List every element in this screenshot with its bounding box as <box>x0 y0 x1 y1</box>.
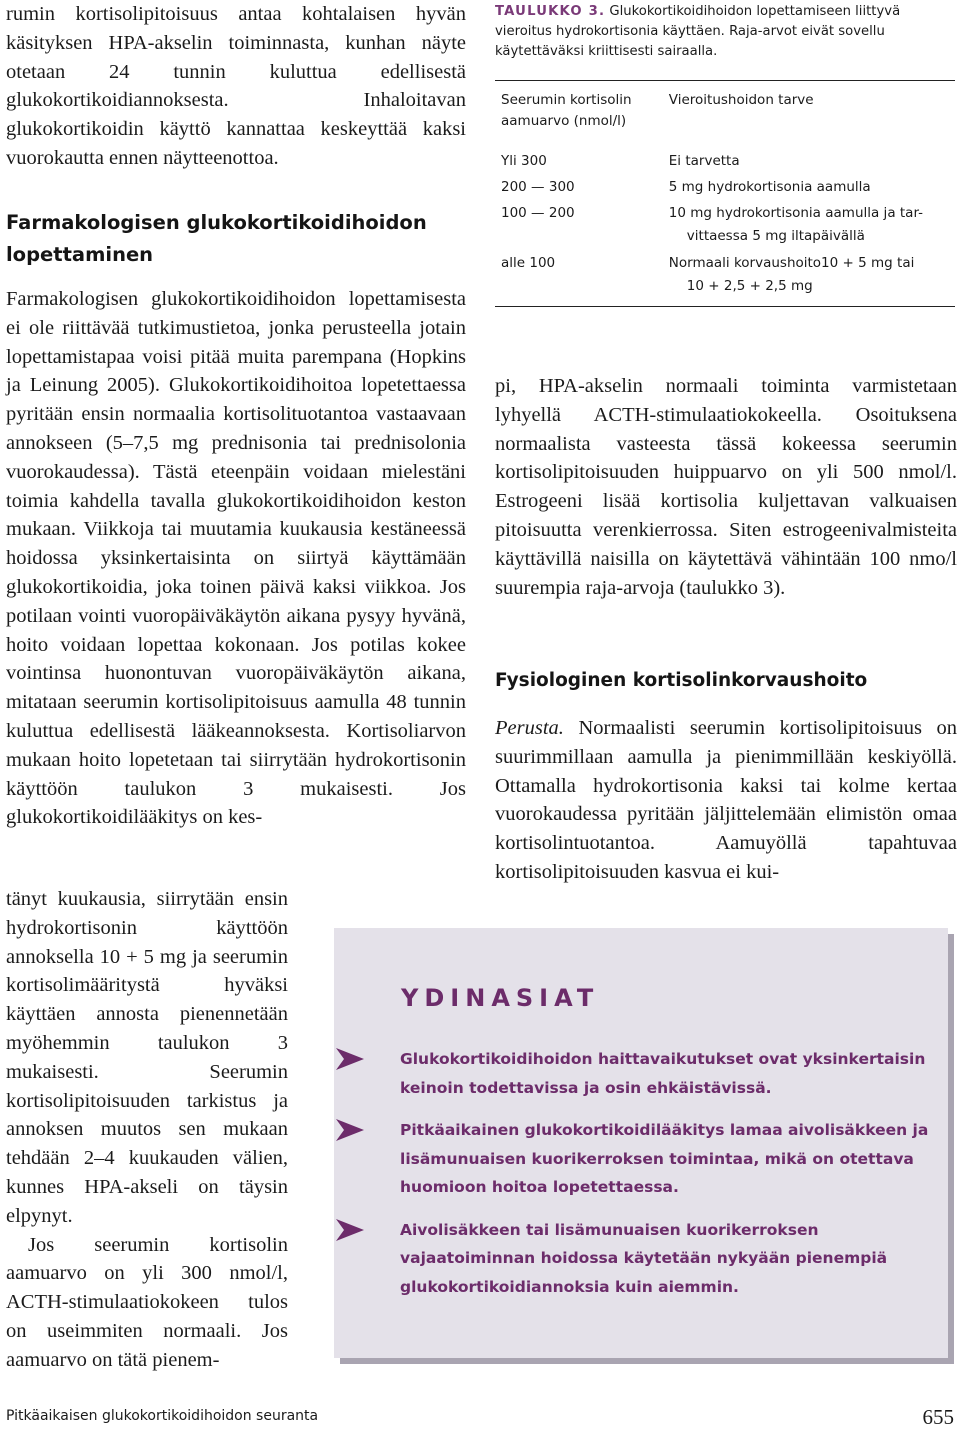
table-caption-text: Glukokortikoidihoidon lopettamiseen liittyvä vieroitus hydrokortisonia käyttäen. Raja-arvot eivät sovellu käytettäväksi kriittisesti sairaalla. <box>495 4 901 59</box>
arrow-bullet-icon <box>336 1219 364 1241</box>
table-row <box>495 202 955 248</box>
table-cell-need <box>669 176 955 199</box>
narrow-column <box>6 885 288 1375</box>
body-column <box>6 285 466 832</box>
table-body <box>495 150 955 306</box>
key-point-item <box>334 1045 934 1102</box>
intro-paragraph: rumin kortisolipitoisuus antaa kohtalaisen hyvän käsityksen HPA-akselin toiminnasta, kunhan näyte otetaan 24 tunnin kuluttua edellisestä glukokortikoidiannoksesta. Inhaloitavan glukokortikoidin käyttö kannattaa keskeyttää kaksi vuorokautta ennen näytteenottoa. <box>6 3 466 169</box>
table-cell-need-text: 10 mg hydrokortisonia aamulla ja tar- <box>668 205 924 221</box>
right-paragraph-2-text: Normaalisti seerumin kortisolipitoisuus on suurimmillaan aamulla ja pienimmillään keskiyöllä. Ottamalla hydrokortisonia kaksi tai kolme kertaa vuorokaudessa pyritään jäljittelemään elimistön omaa kortisolintuotantoa. Aamuyöllä tapahtuvaa kortisolipitoisuuden kasvua ei kui- <box>495 717 957 883</box>
key-point-item <box>334 1116 934 1202</box>
table-cell-need <box>669 150 955 173</box>
narrow-paragraph-2: Jos seerumin kortisolin aamuarvo on yli 300 nmol/l, ACTH-stimulaatiokokeen tulos on useimmiten normaali. Jos aamuarvo on tätä pienem- <box>6 1233 288 1371</box>
key-points-list <box>334 1045 934 1315</box>
table-cell-value: alle 100 <box>501 255 556 271</box>
section-heading-discontinuation: Farmakologisen glukokortikoidihoidon lopettaminen <box>6 211 427 266</box>
lead-in: Perusta. <box>495 717 564 739</box>
table-caption <box>495 2 955 62</box>
arrow-bullet-icon <box>336 1119 364 1141</box>
table-3 <box>495 80 955 307</box>
table-cell-need <box>669 202 955 248</box>
table-cell-need-text: Ei tarvetta <box>668 153 740 169</box>
table-row <box>495 176 955 199</box>
right-paragraph-2 <box>495 714 957 887</box>
table-cell-need-text: Normaali korvaushoito10 + 5 mg tai <box>668 255 915 271</box>
table-row <box>495 150 955 173</box>
table-header-cell: Seerumin kortisolin aamuarvo (nmol/l) <box>501 92 632 129</box>
key-points-title: YDINASIAT <box>401 984 600 1012</box>
table-cell-need <box>669 252 955 298</box>
key-point-text: Aivolisäkkeen tai lisämunuaisen kuorikerroksen vajaatoiminnan hoidossa käytetään nykyään pienempiä glukokortikoidiannoksia kuin aiemmin. <box>400 1220 888 1296</box>
table-header-cell: Vieroitushoidon tarve <box>668 92 814 108</box>
key-points-box <box>334 928 948 1358</box>
table-cell-value: 200 — 300 <box>501 179 575 195</box>
right-column-2 <box>495 714 957 887</box>
intro-column <box>6 0 466 173</box>
table-header-row <box>495 81 955 150</box>
table-cell-value: 100 — 200 <box>501 205 575 221</box>
key-point-text: Pitkäaikainen glukokortikoidilääkitys lamaa aivolisäkkeen ja lisämunuaisen kuorikerroksen toimintaa, mikä on otettava huomioon hoitoa lopetettaessa. <box>400 1121 929 1196</box>
table-label: TAULUKKO 3. <box>495 4 606 19</box>
table-cell-value: Yli 300 <box>501 153 547 169</box>
page-number: 655 <box>922 1405 954 1429</box>
right-column <box>495 372 957 602</box>
arrow-bullet-icon <box>336 1048 364 1070</box>
table-cell-need-cont: vittaessa 5 mg iltapäivällä <box>686 228 865 244</box>
key-point-text: Glukokortikoidihoidon haittavaikutukset ovat yksinkertaisin keinoin todettavissa ja osin ehkäistävissä. <box>400 1050 926 1097</box>
section-heading-physiological: Fysiologinen kortisolinkorvaushoito <box>495 670 868 691</box>
body-paragraph: Farmakologisen glukokortikoidihoidon lopettamisesta ei ole riittävää tutkimustietoa, jonka perusteella jotain lopettamistapaa voisi pitää muita parempana (Hopkins ja Leinung 2005). Glukokortikoidihoitoa lopetettaessa pyritään ensin normaalia kortisolituotantoa vastaavaan annokseen (5–7,5 mg prednisonia tai prednisolonia vuorokaudessa). Tästä eteenpäin voidaan mielestäni toimia kahdella tavalla glukokortikoidihoidon keston mukaan. Viikkoja tai muutamia kuukausia kestäneessä hoidossa yksinkertaisinta on siirtyä käyttämään glukokortikoidia, joka toinen päivä kaksi viikkoa. Jos potilaan vointi vuoropäiväkäytön aikana pysyy hyvänä, hoito voidaan lopettaa kokonaan. Jos potilas kokee vointinsa huonontuvan vuoropäiväkäytön aikana, mitataan seerumin kortisolipitoisuus aamulla 48 tunnin kuluttua edellisestä lääkeannoksesta. Kortisoliarvon mukaan hoito lopetetaan tai siirrytään hydrokortisonin käyttöön taulukon 3 mukaisesti. Jos glukokortikoidilääkitys on kes- <box>6 288 466 829</box>
narrow-paragraph: tänyt kuukausia, siirrytään ensin hydrokortisonin käyttöön annoksella 10 + 5 mg ja seerumin kortisolimääritystä hyväksi käyttäen annosta pienennetään myöhemmin taulukon 3 mukaisesti. Seerumin kortisolipitoisuuden tarkistus ja annoksen muutos sen mukaan tehdään 2–4 kuukauden välien, kunnes HPA-akseli on täysin elpynyt. <box>6 888 288 1227</box>
key-point-item <box>334 1216 934 1302</box>
running-title: Pitkäaikaisen glukokortikoidihoidon seuranta <box>6 1408 319 1424</box>
right-paragraph: pi, HPA-akselin normaali toiminta varmistetaan lyhyellä ACTH-stimulaatiokokeella. Osoituksena normaalista vasteesta tässä kokeessa seerumin kortisolipitoisuuden huippuarvo on yli 500 nmol/l. Estrogeeni lisää kortisolia kuljettavan valkuaisen pitoisuutta verenkierrossa. Siten estrogeenivalmisteita käyttävillä naisilla on käytettävä vähintään 100 nmo/l suurempia raja-arvoja (taulukko 3). <box>495 375 957 599</box>
table-row <box>495 252 955 298</box>
table-cell-need-cont: 10 + 2,5 + 2,5 mg <box>686 278 813 294</box>
table-cell-need-text: 5 mg hydrokortisonia aamulla <box>668 179 871 195</box>
